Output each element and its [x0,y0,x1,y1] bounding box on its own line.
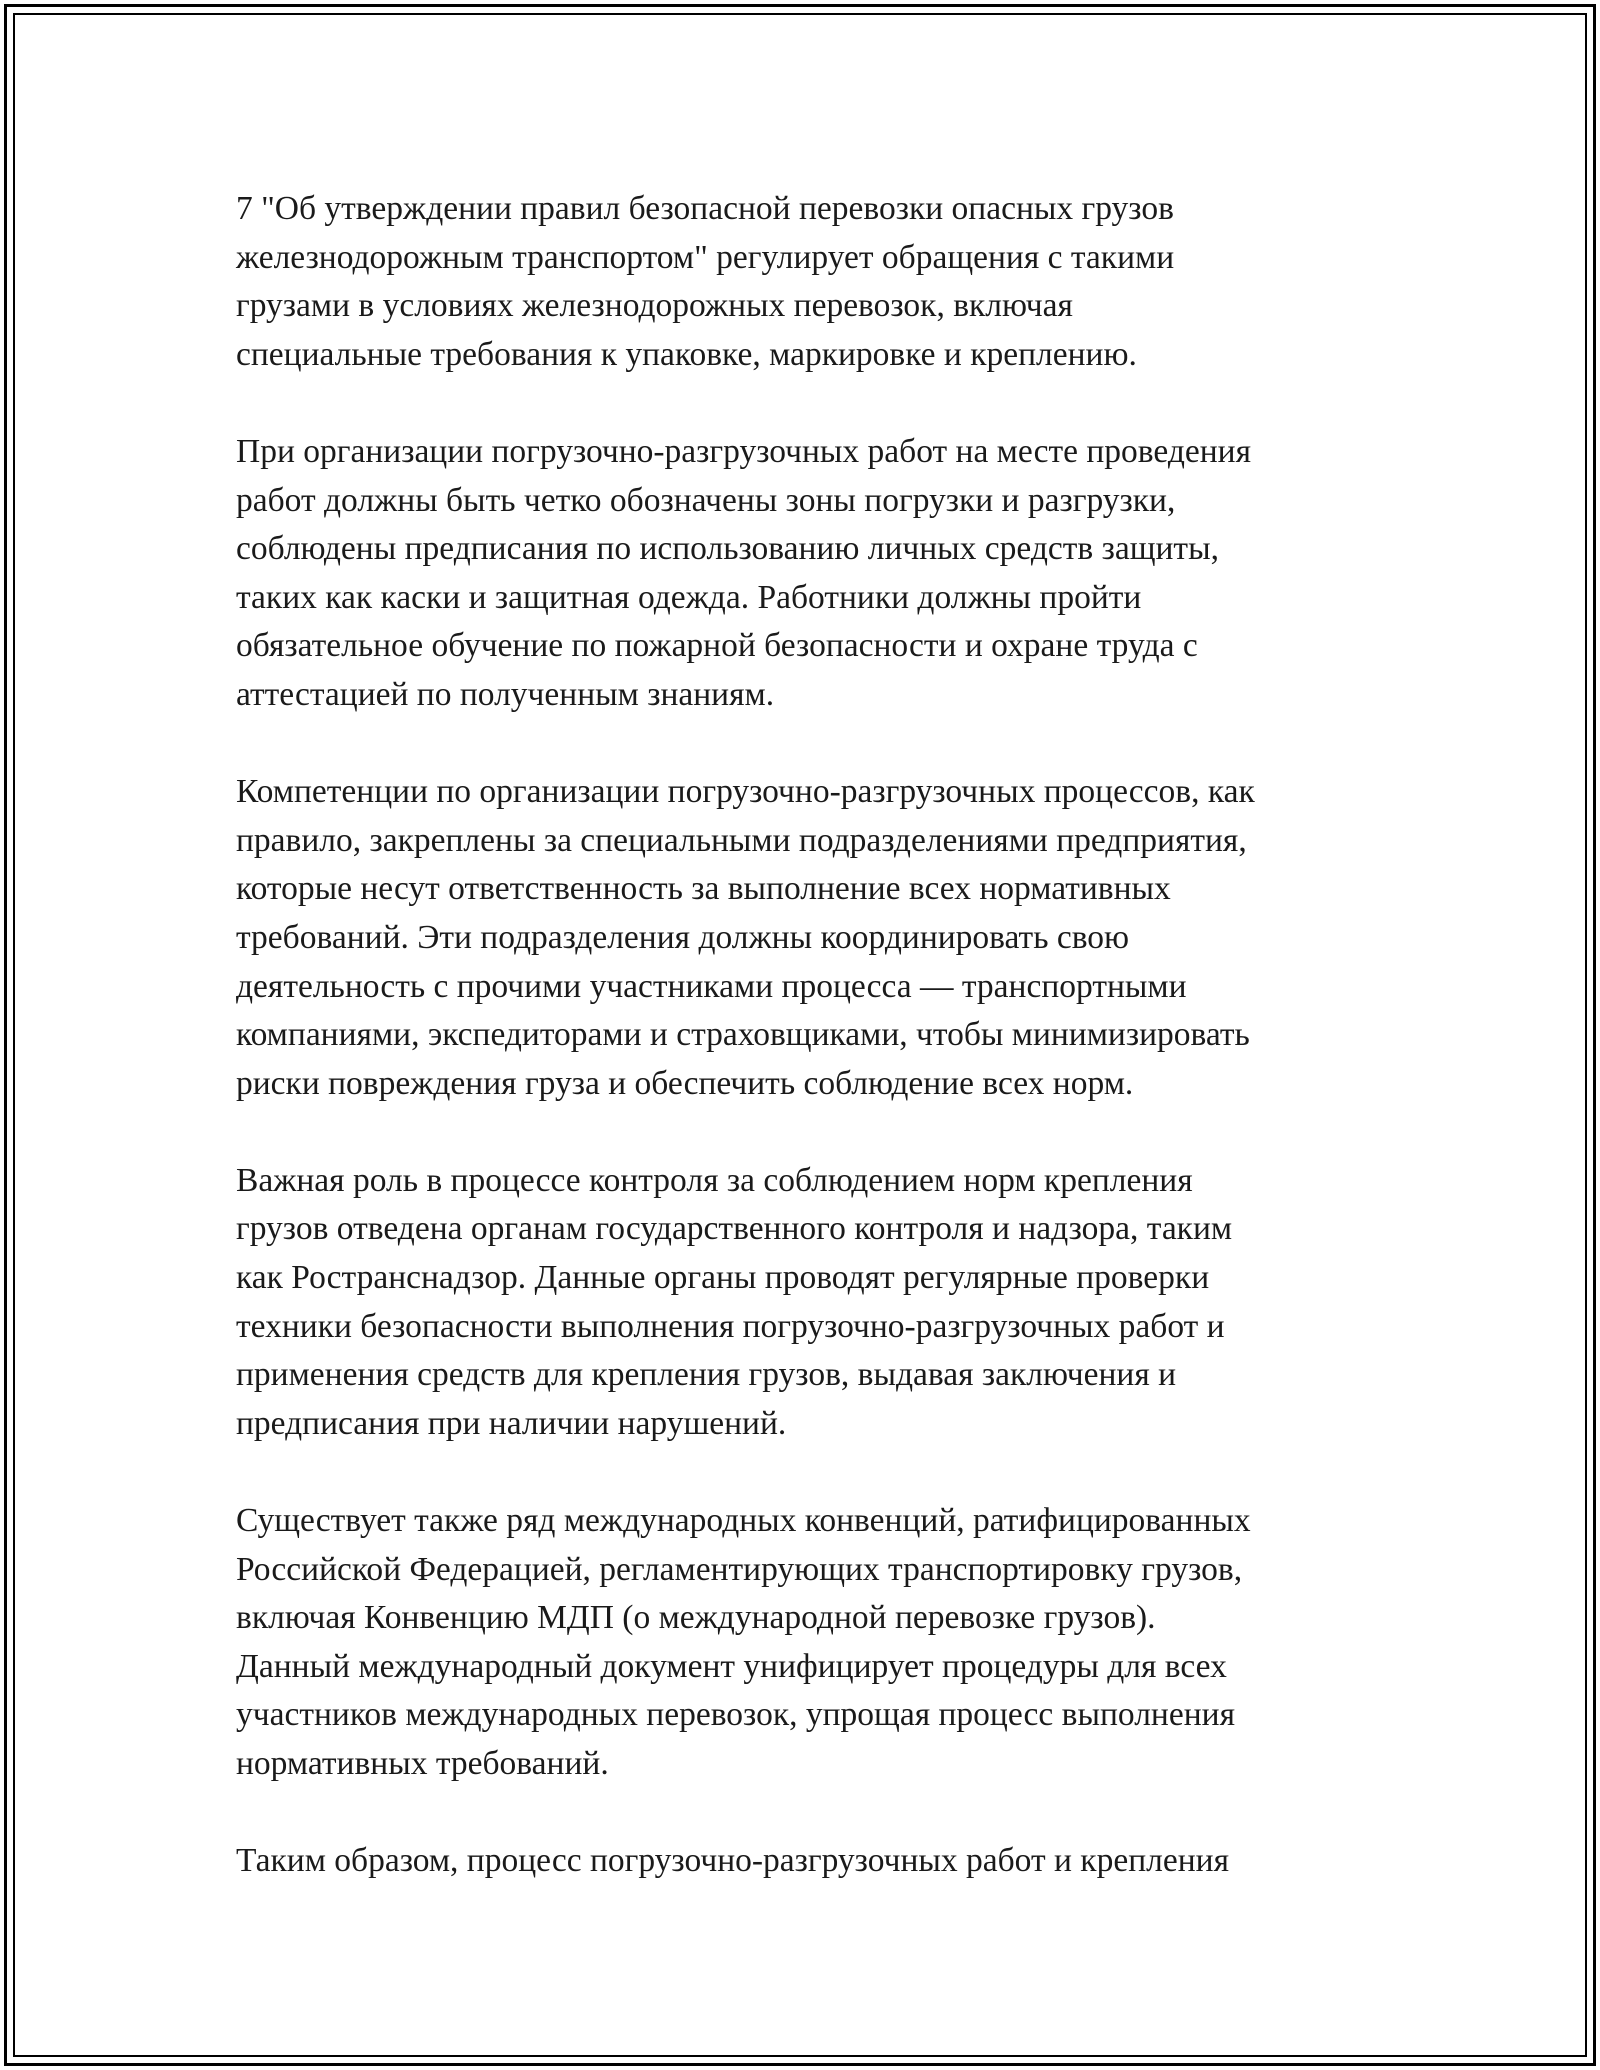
paragraph-1: 7 "Об утверждении правил безопасной перевозки опасных грузов железнодорожным транспортом" регулирует обращения с такими грузами в условиях железнодорожных перевозок, включая специальные требования к упаковке, маркировке и креплению. [236,190,1175,373]
document-body [236,185,1416,1934]
paragraph-5: Существует также ряд международных конвенций, ратифицированных Российской Федерацией, регламентирующих транспортировку грузов, включая Конвенцию МДП (о международной перевозке грузов). Данный международный документ унифицирует процедуры для всех участников международных перевозок, упрощая процесс выполнения нормативных требований. [236,1502,1251,1782]
paragraph-6: Таким образом, процесс погрузочно-разгрузочных работ и крепления [236,1842,1229,1880]
paragraph-2: При организации погрузочно-разгрузочных работ на месте проведения работ должны быть четко обозначены зоны погрузки и разгрузки, соблюдены предписания по использованию личных средств защиты, таких как каски и защитная одежда. Работники должны пройти обязательное обучение по пожарной безопасности и охране труда с аттестацией по полученным знаниям. [236,432,1251,713]
paragraph-4: Важная роль в процессе контроля за соблюдением норм крепления грузов отведена органам государственного контроля и надзора, таким как Ространснадзор. Данные органы проводят регулярные проверки техники безопасности выполнения погрузочно-разгрузочных работ и применения средств для крепления грузов, выдавая заключения и предписания при наличии нарушений. [236,1161,1233,1442]
paragraph-3: Компетенции по организации погрузочно-разгрузочных процессов, как правило, закреплены за специальными подразделениями предприятия, которые несут ответственность за выполнение всех нормативных требований. Эти подразделения должны координировать свою деятельность с прочими участниками процесса — транспортными компаниями, экспедиторами и страховщиками, чтобы минимизировать риски повреждения груза и обеспечить соблюдение всех норм. [236,773,1255,1102]
